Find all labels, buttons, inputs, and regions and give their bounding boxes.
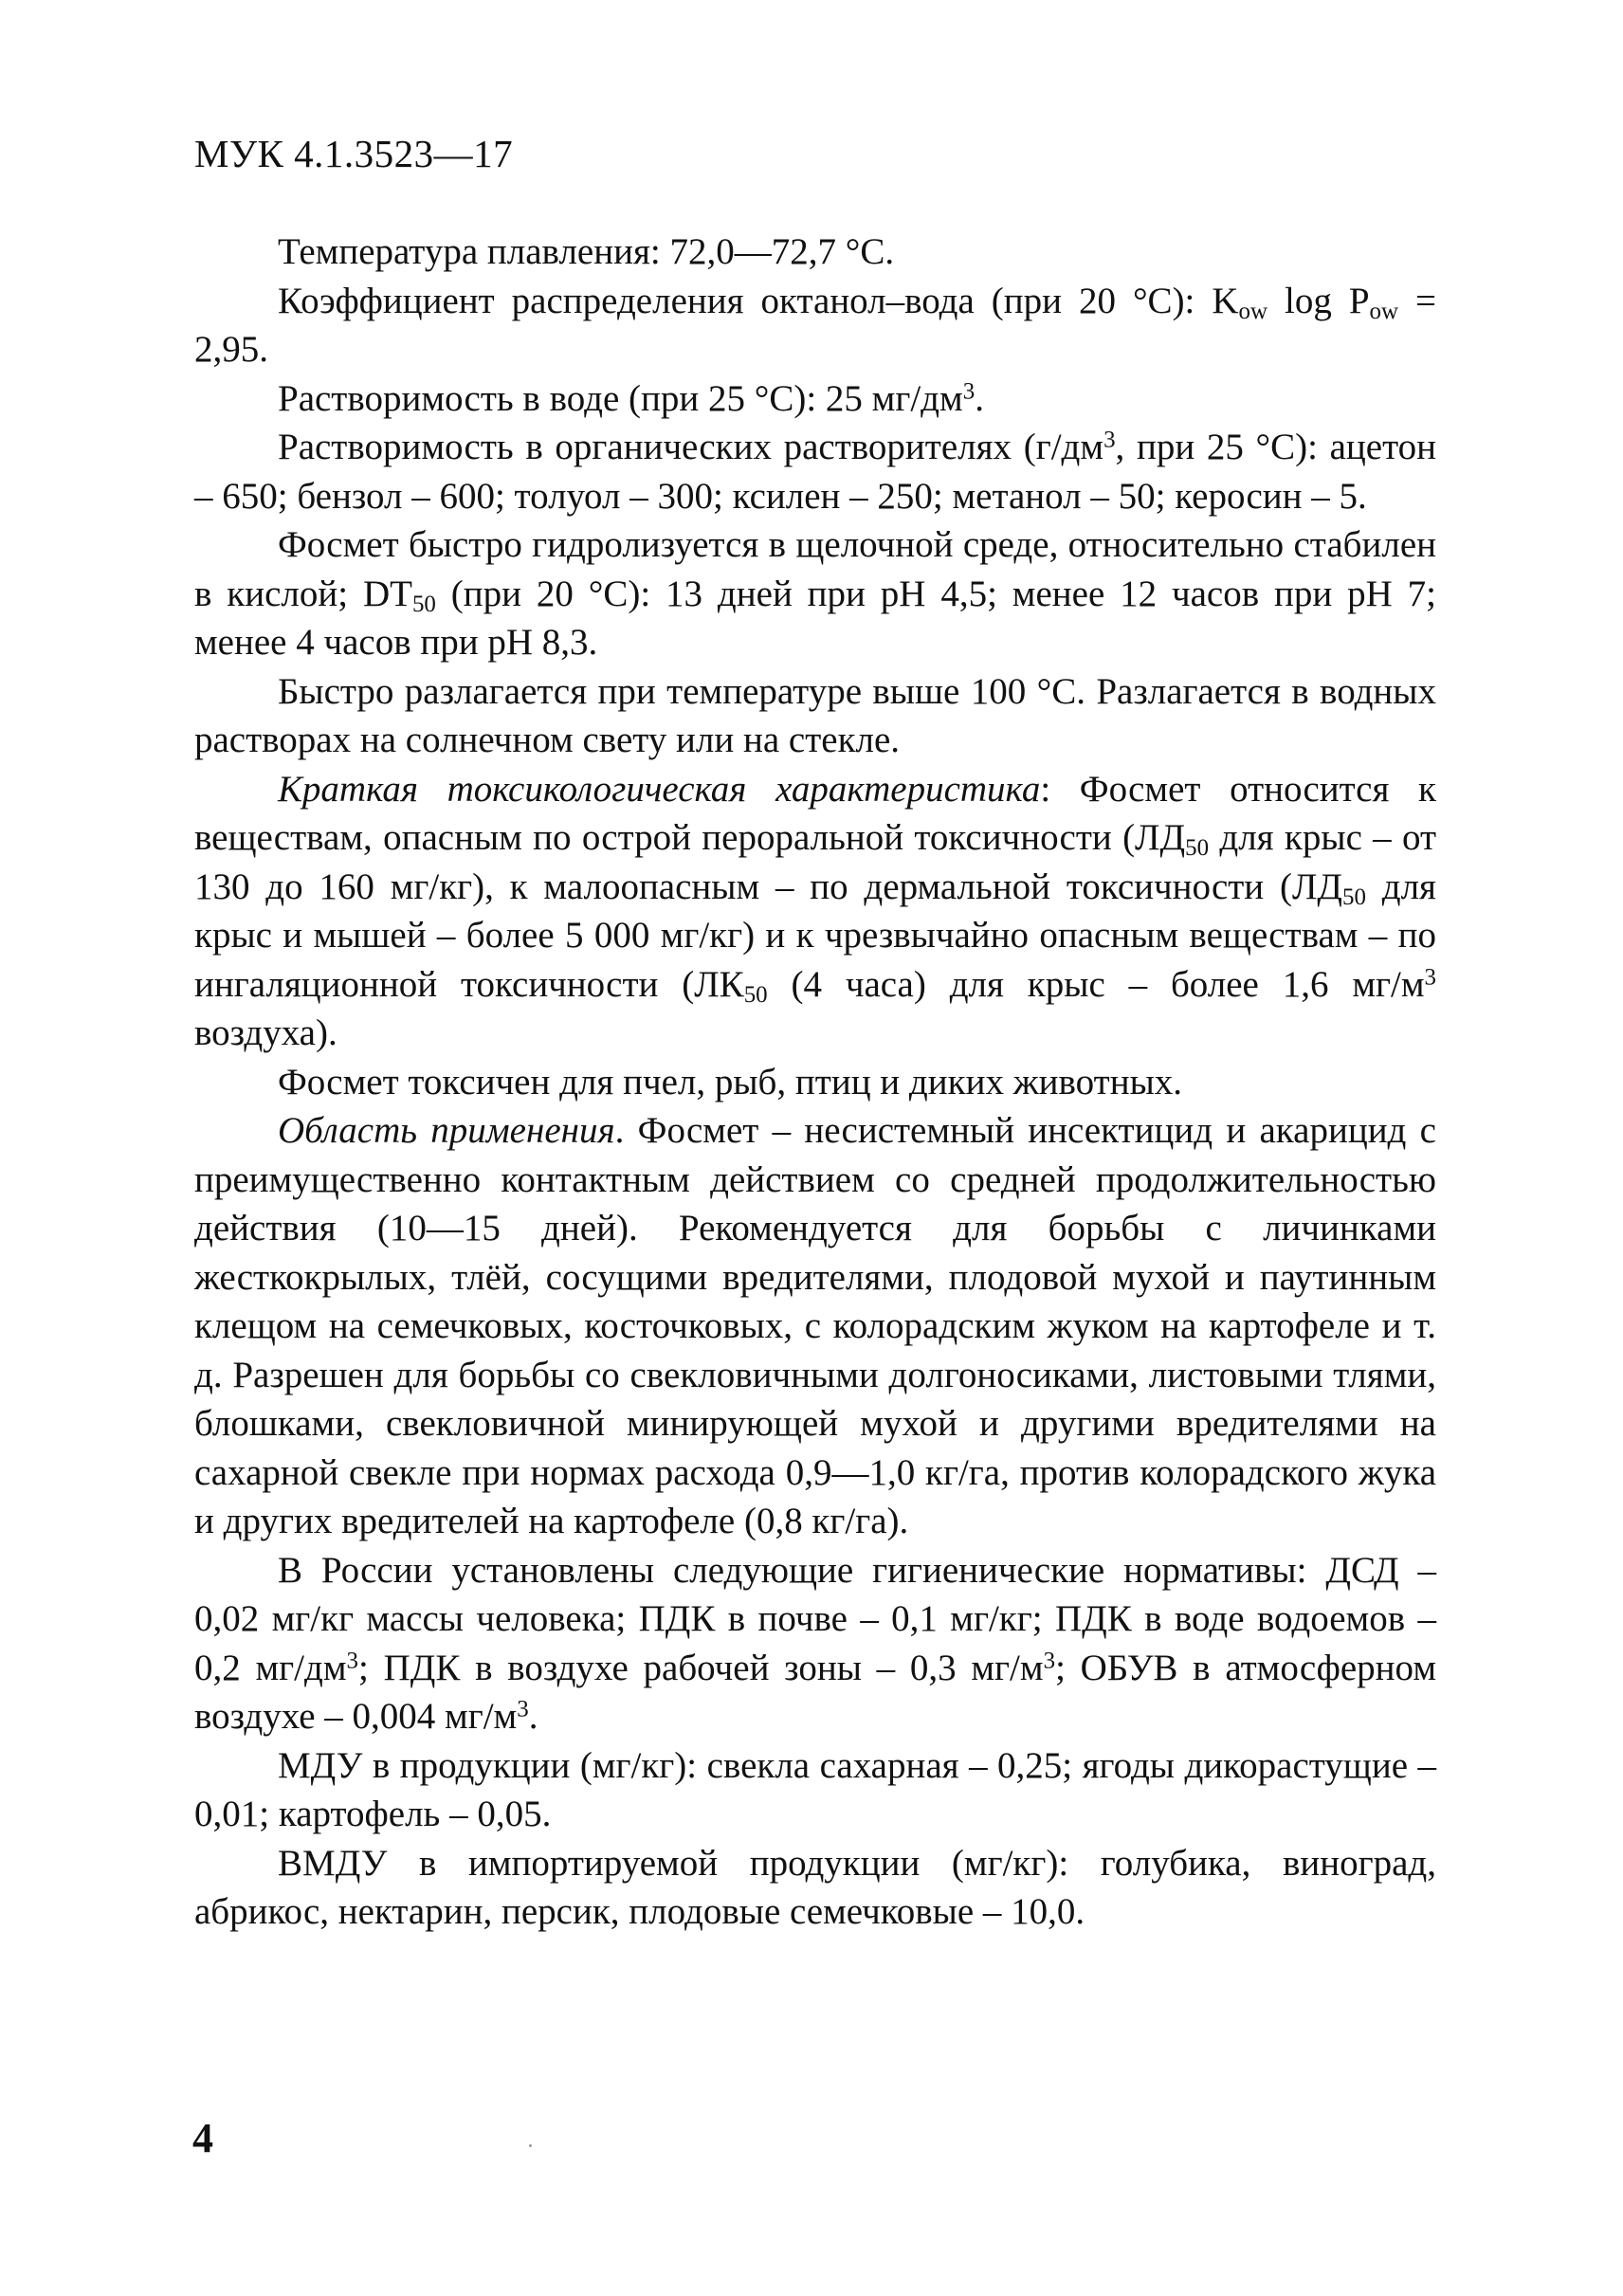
scan-speck [529,2144,532,2147]
mrl-paragraph: МДУ в продукции (мг/кг): свекла сахарная – 0,25; ягоды дикорастущие – 0,01; картофель – 0,05. [194,1744,1436,1834]
partition-text-before: Коэффициент распределения октанол–вода (при 20 °С): K [278,280,1239,321]
toxicology-text-4: (4 часа) для крыс – более 1,6 мг/м [767,963,1425,1005]
import-mrl-paragraph: ВМДУ в импортируемой продукции (мг/кг): голубика, виноград, абрикос, нектарин, персик, плодовые семечковые – 10,0. [194,1842,1436,1932]
toxicology-text-2: для крыс – от 130 до 160 мг/кг), к малоопасным – по дермальной токсичности (ЛД [194,817,1437,907]
organic-solubility-superscript: 3 [1103,427,1116,453]
document-body [194,228,1436,1937]
application-text: . Фосмет – несистемный инсектицид и акарицид с преимущественно контактным действием со средней продолжительностью действия (10—15 дней). Рекомендуется для борьбы с личинками жесткокрылых, тлёй, сосущими вредителями, плодовой мухой и паутинным клещом на семечковых, косточковых, с колорадским жуком на картофеле и т. д. Разрешен для борьбы со свекловичными долгоносиками, листовыми тлями, блошками, свекловичной минирующей мухой и другими вредителями на сахарной свекле при нормах расхода 0,9—1,0 кг/га, против колорадского жука и других вредителей на картофеле (0,8 кг/га). [194,1110,1436,1541]
water-solubility-superscript: 3 [962,378,976,405]
hydrolysis-subscript: 50 [411,591,436,617]
document-code: МУК 4.1.3523—17 [194,132,514,175]
partition-text-middle: log P [1267,280,1370,321]
hydrolysis-paragraph [194,520,1436,667]
organic-solubility-paragraph [194,423,1436,520]
standards-superscript-2: 3 [1043,1648,1056,1674]
toxicology-subscript-1: 50 [1185,835,1210,862]
hydrolysis-values: (при 20 °С): 13 дней при pH 4,5; менее 12 часов при pH 7; менее 4 часов при pH 8,3. [194,573,1437,663]
toxic-to-paragraph: Фосмет токсичен для пчел, рыб, птиц и диких животных. [278,1061,1183,1102]
organic-solubility-values: , при 25 °С): ацетон – 650; бензол – 600; толуол – 300; ксилен – 250; метанол – 50; керосин – 5. [194,427,1436,517]
partition-subscript-1: ow [1238,298,1268,324]
application-heading: Область применения [278,1110,615,1151]
toxicology-text-1: : Фосмет относится к веществам, опасным по острой пероральной токсичности (ЛД [194,768,1436,858]
standards-superscript-3: 3 [517,1696,529,1722]
water-solubility-text: Растворимость в воде (при 25 °С): 25 мг/дм [278,377,963,419]
toxicology-superscript: 3 [1424,964,1437,991]
partition-subscript-2: ow [1369,298,1399,324]
hygienic-standards-paragraph [194,1546,1436,1741]
toxicology-text-3: для крыс и мышей – более 5 000 мг/кг) и к чрезвычайно опасным веществам – по ингаляционной токсичности (ЛК [194,866,1436,1005]
page-number: 4 [192,2115,213,2161]
water-solubility-end: . [975,377,984,419]
toxicology-text-5: воздуха). [194,1012,337,1053]
water-solubility-paragraph [194,374,1436,424]
toxicology-heading: Краткая токсикологическая характеристика [278,768,1041,810]
organic-solubility-text: Растворимость в органических растворителях (г/дм [278,427,1104,467]
application-paragraph [194,1106,1436,1546]
standards-text-3: ; ОБУВ в атмосферном воздухе – 0,004 мг/м [194,1647,1436,1737]
toxicology-subscript-2: 50 [1342,884,1366,910]
melting-point-paragraph: Температура плавления: 72,0—72,7 °С. [278,231,895,272]
standards-text-1: В России установлены следующие гигиенические нормативы: ДСД – 0,02 мг/кг массы человека; ПДК в почве – 0,1 мг/кг; ПДК в воде водоемов – 0,2 мг/дм [194,1549,1436,1688]
standards-text-2: ; ПДК в воздухе рабочей зоны – 0,3 мг/м [358,1647,1044,1688]
partition-text-after: = 2,95. [194,280,1437,370]
hydrolysis-text: Фосмет быстро гидролизуется в щелочной среде, относительно стабилен в кислой; DT [194,524,1436,614]
toxicology-subscript-3: 50 [743,981,768,1008]
decomposition-paragraph: Быстро разлагается при температуре выше 100 °С. Разлагается в водных растворах на солнечном свету или на стекле. [194,670,1436,760]
standards-text-4: . [528,1696,538,1737]
toxicology-paragraph [194,765,1436,1058]
standards-superscript-1: 3 [346,1648,359,1674]
partition-coefficient-paragraph [194,277,1436,374]
